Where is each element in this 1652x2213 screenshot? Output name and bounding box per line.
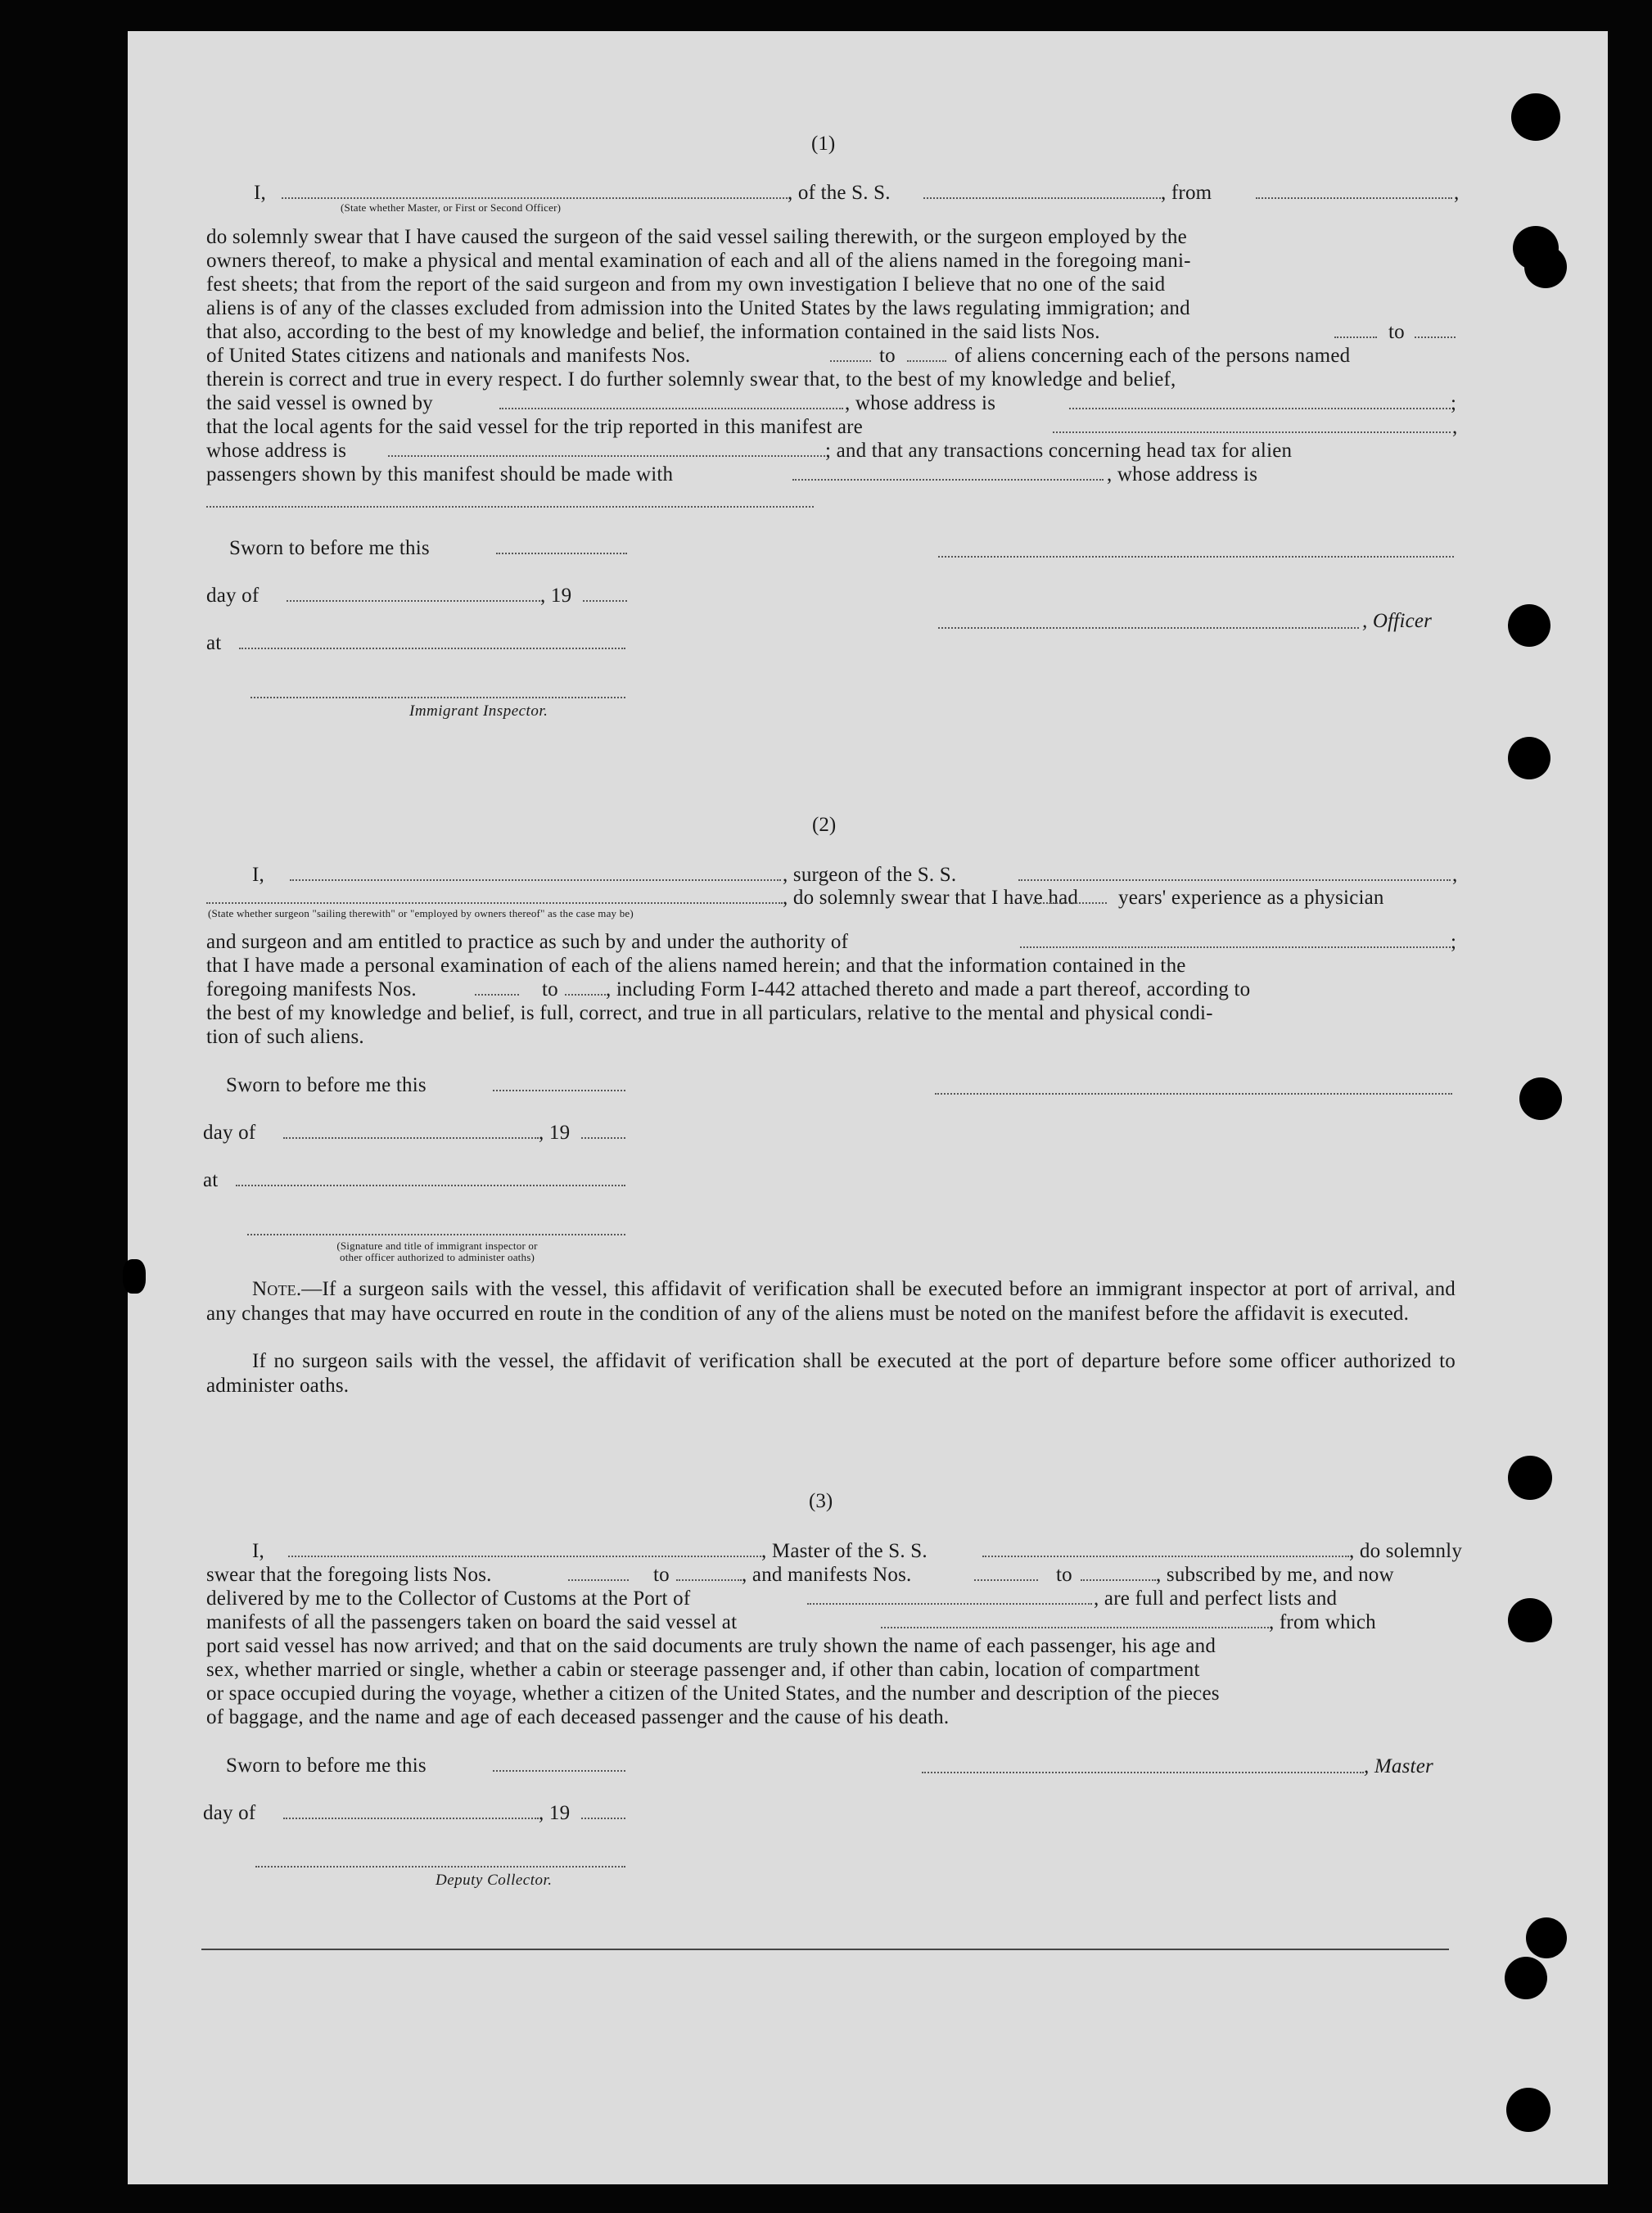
s3-sworn: Sworn to before me this xyxy=(226,1755,427,1777)
s3-port-text: delivered by me to the Collector of Customs at the Port of xyxy=(206,1587,691,1610)
s3-day-of: day of xyxy=(203,1802,256,1824)
section-1-number: (1) xyxy=(811,133,836,155)
binder-hole-icon xyxy=(1519,1077,1562,1120)
s1-headtax-address-field[interactable] xyxy=(206,506,814,508)
s2-note xyxy=(206,1277,1456,1326)
s3-sworn-day-field[interactable] xyxy=(493,1770,625,1772)
s3-line-5: port said vessel has now arrived; and that on the said documents are truly shown the name of each passenger, his age and xyxy=(206,1635,1216,1657)
s1-at: at xyxy=(206,632,222,654)
s1-lists-from-field[interactable] xyxy=(1334,336,1377,338)
section-3-number: (3) xyxy=(809,1490,833,1512)
s3-full-perfect: , are full and perfect lists and xyxy=(1094,1587,1338,1610)
s1-address-text: whose address is xyxy=(206,440,347,462)
s3-solemnly: , do solemnly xyxy=(1349,1540,1463,1562)
s1-manifests-from-field[interactable] xyxy=(830,360,871,362)
s3-port-field[interactable] xyxy=(807,1603,1092,1605)
s1-signature-line[interactable] xyxy=(938,556,1454,558)
document-page xyxy=(128,31,1608,2184)
s2-comma: , xyxy=(1452,864,1458,886)
s1-comma: , xyxy=(1454,182,1460,204)
s1-owner-address-field[interactable] xyxy=(1069,408,1451,409)
s3-deputy-line[interactable] xyxy=(255,1866,625,1868)
binder-hole-icon xyxy=(1506,2088,1550,2132)
s3-line-8: of baggage, and the name and age of each deceased passenger and the cause of his death. xyxy=(206,1706,950,1728)
s1-officer-field[interactable] xyxy=(282,197,788,199)
s3-lists-to-field[interactable] xyxy=(676,1579,742,1581)
s1-agents-comma: , xyxy=(1452,416,1458,438)
s3-manifests-to-field[interactable] xyxy=(1081,1579,1156,1581)
s2-tion-text: tion of such aliens. xyxy=(206,1026,364,1048)
s1-citizens-tail: of aliens concerning each of the persons named xyxy=(955,345,1351,367)
s2-at-field[interactable] xyxy=(236,1185,625,1186)
binder-hole-icon xyxy=(1524,246,1567,288)
s2-years-text: years' experience as a physician xyxy=(1118,887,1384,909)
s1-of-ss: , of the S. S. xyxy=(788,182,891,204)
s1-nineteen: , 19 xyxy=(540,585,572,607)
s1-month-field[interactable] xyxy=(287,600,540,602)
bottom-rule xyxy=(201,1949,1449,1950)
s1-line-4: owners thereof, to make a physical and mental examination of each and all of the aliens named in the foregoing mani- xyxy=(206,250,1191,272)
s1-inspector-label: Immigrant Inspector. xyxy=(409,702,548,720)
s1-year-field[interactable] xyxy=(583,600,627,602)
s2-i: I, xyxy=(252,864,264,886)
s3-board-text: manifests of all the passengers taken on board the said vessel at xyxy=(206,1611,738,1633)
s1-line-5: fest sheets; that from the report of the said surgeon and from my own investigation I believe that no one of the said xyxy=(206,273,1166,296)
s2-sig-caption-1: (Signature and title of immigrant inspector or xyxy=(336,1240,538,1252)
s3-master-of: , Master of the S. S. xyxy=(761,1540,928,1562)
s2-note-text: —If a surgeon sails with the vessel, this affidavit of verification shall be executed before an immigrant inspector at port of arrival, and any changes that may have occurred en route in the condition of any of the aliens must be noted on the manifest before the affidavit is executed. xyxy=(206,1278,1456,1325)
s1-lists-to: to xyxy=(1388,321,1405,343)
s1-agents-address-field[interactable] xyxy=(388,455,825,457)
s1-correct-text: therein is correct and true in every respect. I do further solemnly swear that, to the best of my knowledge and belief, xyxy=(206,368,1176,391)
s1-at-field[interactable] xyxy=(239,648,625,649)
s2-form-tail: , including Form I-442 attached thereto and made a part thereof, according to xyxy=(606,978,1251,1000)
s2-year-field[interactable] xyxy=(581,1137,625,1139)
s2-signature-caption xyxy=(290,1240,585,1263)
s3-i: I, xyxy=(252,1540,264,1562)
s2-manifest-from-field[interactable] xyxy=(475,994,519,996)
s3-lists-to: to xyxy=(653,1564,670,1586)
s2-sailing-caption: (State whether surgeon "sailing therewith" or "employed by owners thereof" as the case may be) xyxy=(208,907,634,919)
s3-master-name-field[interactable] xyxy=(288,1556,761,1557)
s3-year-field[interactable] xyxy=(581,1818,625,1819)
binder-hole-icon xyxy=(1526,1917,1567,1958)
s2-note-2: If no surgeon sails with the vessel, the affidavit of verification shall be executed at the port of departure before some officer authorized to administer oaths. xyxy=(206,1350,1456,1397)
s1-from: , from xyxy=(1161,182,1212,204)
s1-line-6: aliens is of any of the classes excluded from admission into the United States by the laws regulating immigration; and xyxy=(206,297,1190,319)
s1-citizens-to: to xyxy=(879,345,896,367)
binder-hole-icon xyxy=(1508,1598,1552,1642)
s1-headtax-field[interactable] xyxy=(792,479,1104,481)
s2-surgeon-name-field[interactable] xyxy=(290,879,781,881)
s3-line-7: or space occupied during the voyage, whether a citizen of the United States, and the number and description of the pieces xyxy=(206,1682,1220,1705)
s1-owner-field[interactable] xyxy=(499,408,843,409)
s1-owned-address: , whose address is xyxy=(845,392,996,414)
s1-passengers-text: passengers shown by this manifest should be made with xyxy=(206,463,674,486)
s2-surgeon-of: , surgeon of the S. S. xyxy=(783,864,957,886)
binder-hole-icon xyxy=(1508,1456,1552,1500)
s1-ship-field[interactable] xyxy=(923,197,1161,199)
s1-manifests-to-field[interactable] xyxy=(907,360,946,362)
s2-day-of: day of xyxy=(203,1122,256,1144)
s2-manifest-to-field[interactable] xyxy=(565,994,606,996)
s2-authority-field[interactable] xyxy=(1020,946,1451,948)
s2-swear: , do solemnly swear that I have had xyxy=(783,887,1079,909)
s2-sworn: Sworn to before me this xyxy=(226,1074,427,1096)
s2-years-field[interactable] xyxy=(1033,902,1107,904)
binder-hole-icon xyxy=(1508,737,1550,779)
s2-best-text: the best of my knowledge and belief, is full, correct, and true in all particulars, relative to the mental and physical condi- xyxy=(206,1002,1213,1024)
s1-officer-line[interactable] xyxy=(938,627,1359,629)
s1-inspector-line[interactable] xyxy=(251,697,625,698)
s2-form-text: foregoing manifests Nos. xyxy=(206,978,417,1000)
s2-signature-title-line[interactable] xyxy=(247,1234,625,1235)
s1-headtax-text: ; and that any transactions concerning head tax for alien xyxy=(825,440,1293,462)
s2-sailing-field[interactable] xyxy=(206,902,783,904)
s1-sworn-day-field[interactable] xyxy=(496,553,627,554)
s1-i: I, xyxy=(254,182,266,204)
s3-deputy-label: Deputy Collector. xyxy=(436,1872,553,1889)
s2-signature-line[interactable] xyxy=(935,1093,1452,1095)
s1-agents-text: that the local agents for the said vessel for the trip reported in this manifest are xyxy=(206,416,863,438)
s1-passengers-address: , whose address is xyxy=(1107,463,1258,486)
s3-master-signature-line[interactable] xyxy=(922,1772,1364,1773)
s3-from-which: , from which xyxy=(1269,1611,1376,1633)
s3-manifests-from-field[interactable] xyxy=(974,1579,1038,1581)
binder-hole-icon xyxy=(1508,604,1550,647)
s3-master-label: , Master xyxy=(1364,1755,1433,1777)
s2-sworn-day-field[interactable] xyxy=(493,1090,625,1091)
s3-subscribed: , subscribed by me, and now xyxy=(1156,1564,1394,1586)
binder-hole-icon xyxy=(1505,1957,1547,1999)
s2-note-label: Note. xyxy=(252,1278,302,1300)
s2-month-field[interactable] xyxy=(283,1137,539,1139)
s1-day-of: day of xyxy=(206,585,260,607)
s1-from-field[interactable] xyxy=(1256,197,1452,199)
s2-sig-caption-2: other officer authorized to administer oaths) xyxy=(340,1251,535,1263)
s3-manifests-to: to xyxy=(1056,1564,1072,1586)
s3-lists-from-field[interactable] xyxy=(568,1579,629,1581)
s1-lists-text: that also, according to the best of my knowledge and belief, the information contained in the said lists Nos. xyxy=(206,321,1100,343)
s1-agents-field[interactable] xyxy=(1053,431,1451,433)
s3-nineteen: , 19 xyxy=(539,1802,571,1824)
s1-officer-label: , Officer xyxy=(1362,610,1433,632)
s1-sworn: Sworn to before me this xyxy=(229,537,430,559)
s3-lists-text: swear that the foregoing lists Nos. xyxy=(206,1564,492,1586)
s2-at: at xyxy=(203,1169,219,1191)
s3-line-6: sex, whether married or single, whether a cabin or steerage passenger and, if other than cabin, location of compartment xyxy=(206,1659,1200,1681)
s1-citizens-text: of United States citizens and nationals and manifests Nos. xyxy=(206,345,691,367)
s2-form-to: to xyxy=(542,978,558,1000)
s2-ship-field[interactable] xyxy=(1018,879,1451,881)
s1-officer-caption: (State whether Master, or First or Second Officer) xyxy=(341,201,562,214)
s2-nineteen: , 19 xyxy=(539,1122,571,1144)
binder-hole-icon xyxy=(1511,93,1560,141)
s3-departure-field[interactable] xyxy=(881,1627,1269,1628)
s3-ship-field[interactable] xyxy=(982,1556,1349,1557)
s1-owned-text: the said vessel is owned by xyxy=(206,392,433,414)
section-2-number: (2) xyxy=(812,814,837,836)
s1-lists-to-field[interactable] xyxy=(1415,336,1456,338)
s1-line-3: do solemnly swear that I have caused the surgeon of the said vessel sailing therewith, or the surgeon employed by the xyxy=(206,226,1187,248)
s2-semicolon: ; xyxy=(1451,931,1457,953)
clip-mark-icon xyxy=(123,1259,146,1294)
s1-semicolon: ; xyxy=(1451,392,1457,414)
s2-exam-text: that I have made a personal examination of each of the aliens named herein; and that the information contained in the xyxy=(206,955,1186,977)
s3-month-field[interactable] xyxy=(283,1818,539,1819)
s3-manifests-text: , and manifests Nos. xyxy=(742,1564,912,1586)
s2-authority-text: and surgeon and am entitled to practice as such by and under the authority of xyxy=(206,931,849,953)
